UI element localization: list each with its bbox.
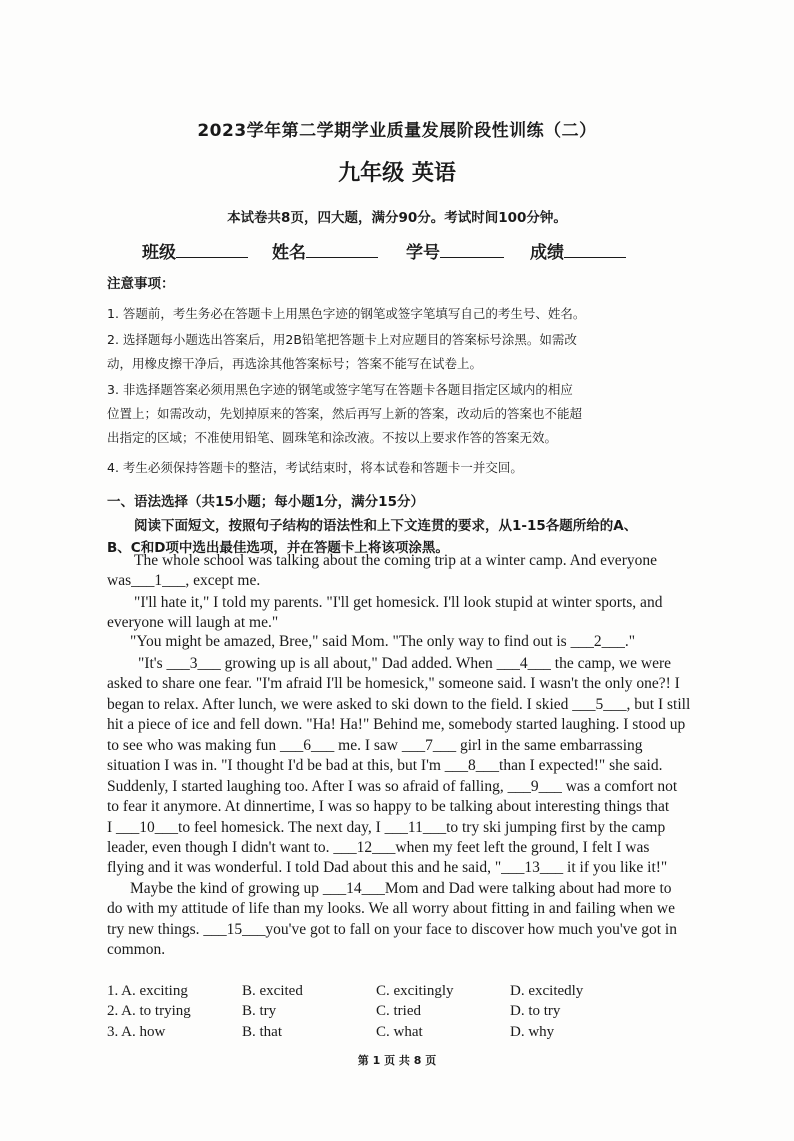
option-a[interactable]: 1. A. exciting [107, 983, 188, 999]
option-b[interactable]: B. try [242, 1003, 277, 1019]
notes-heading: 注意事项： [107, 276, 175, 292]
option-a[interactable]: 2. A. to trying [107, 1003, 191, 1019]
passage-line: "You might be amazed, Bree," said Mom. "The only way to find out is ___2___." [130, 633, 636, 650]
name-blank[interactable] [306, 241, 378, 258]
note-line: 1. 答题前，考生务必在答题卡上用黑色字迹的钢笔或签字笔填写自己的考生号、姓名。 [107, 306, 586, 321]
exam-title: 2023学年第二学期学业质量发展阶段性训练（二） [197, 121, 597, 141]
name-field [272, 238, 378, 263]
class-field [142, 238, 248, 263]
note-line: 2. 选择题每小题选出答案后，用2B铅笔把答题卡上对应题目的答案标号涂黑。如需改 [107, 332, 577, 347]
id-label: 学号 [406, 243, 440, 263]
passage-line: flying and it was wonderful. I told Dad about this and he said, "___13___ it if you like it!" [107, 859, 668, 876]
passage-line: try new things. ___15___you've got to fall on your face to discover how much you've got in [107, 921, 677, 938]
passage-line: The whole school was talking about the coming trip at a winter camp. And everyone [134, 552, 657, 569]
note-line: 位置上；如需改动，先划掉原来的答案，然后再写上新的答案，改动后的答案也不能超 [107, 406, 583, 421]
passage-line: leader, even though I didn't want to. ___12___when my feet left the ground, I felt I was [107, 839, 650, 856]
exam-info: 本试卷共8页，四大题，满分90分。考试时间100分钟。 [227, 210, 567, 226]
score-blank[interactable] [564, 241, 626, 258]
passage-line: to see who was making fun ___6___ me. I saw ___7___ girl in the same embarrassing [107, 737, 643, 754]
note-line: 4. 考生必须保持答题卡的整洁，考试结束时，将本试卷和答题卡一并交回。 [107, 460, 523, 475]
option-d[interactable]: D. excitedly [510, 983, 584, 999]
passage-line: to fear it anymore. At dinnertime, I was so happy to be talking about interesting things that [107, 798, 670, 815]
option-d[interactable]: D. why [510, 1024, 555, 1040]
passage-line: Suddenly, I started laughing too. After I was so afraid of falling, ___9___ was a comfort not [107, 778, 678, 795]
class-blank[interactable] [176, 241, 248, 258]
section-heading: 一、语法选择（共15小题；每小题1分，满分15分） [107, 494, 424, 510]
passage-line: hit a piece of ice and fell down. "Ha! Ha!" Behind me, somebody started laughing. I stood up [107, 716, 686, 733]
passage-line: "I'll hate it," I told my parents. "I'll get homesick. I'll look stupid at winter sports, and [134, 594, 663, 611]
passage-line: Maybe the kind of growing up ___14___Mom and Dad were talking about had more to [130, 880, 672, 897]
note-line: 动，用橡皮擦干净后，再选涂其他答案标号；答案不能写在试卷上。 [107, 356, 483, 371]
option-c[interactable]: C. tried [376, 1003, 421, 1019]
id-blank[interactable] [440, 241, 504, 258]
option-a[interactable]: 3. A. how [107, 1024, 166, 1040]
passage-line: began to relax. After lunch, we were asked to ski down to the field. I skied ___5___, but I still [107, 696, 691, 713]
id-field [406, 238, 504, 263]
option-b[interactable]: B. that [242, 1024, 282, 1040]
name-label: 姓名 [272, 243, 306, 263]
option-d[interactable]: D. to try [510, 1003, 561, 1019]
note-line: 3. 非选择题答案必须用黑色字迹的钢笔或签字笔写在答题卡各题目指定区域内的相应 [107, 382, 573, 397]
passage-line: asked to share one fear. "I'm afraid I'll be homesick," someone said. I wasn't the only one?! I [107, 675, 680, 692]
exam-subtitle: 九年级 英语 [338, 161, 456, 186]
note-line: 出指定的区域；不准使用铅笔、圆珠笔和涂改液。不按以上要求作答的答案无效。 [107, 430, 558, 445]
passage-line: situation I was in. "I thought I'd be bad at this, but I'm ___8___than I expected!" she said. [107, 757, 663, 774]
passage-line: do with my attitude of life than my looks. We all worry about fitting in and failing when we [107, 900, 675, 917]
option-c[interactable]: C. what [376, 1024, 423, 1040]
section-instructions: 阅读下面短文，按照句子结构的语法性和上下文连贯的要求，从1-15各题所给的A、 [134, 518, 638, 534]
passage-line: was___1___, except me. [107, 572, 261, 589]
option-b[interactable]: B. excited [242, 983, 303, 999]
passage-line: "It's ___3___ growing up is all about," Dad added. When ___4___ the camp, we were [138, 655, 672, 672]
option-c[interactable]: C. excitingly [376, 983, 454, 999]
score-field [530, 238, 626, 263]
passage-line: everyone will laugh at me." [107, 614, 279, 631]
page-number: 第 1 页 共 8 页 [357, 1054, 437, 1067]
score-label: 成绩 [530, 243, 564, 263]
passage-line: I ___10___to feel homesick. The next day, I ___11___to try ski jumping first by the camp [107, 819, 666, 836]
passage-line: common. [107, 941, 166, 958]
class-label: 班级 [142, 243, 176, 263]
section-instructions: B、C和D项中选出最佳选项，并在答题卡上将该项涂黑。 [107, 540, 449, 556]
